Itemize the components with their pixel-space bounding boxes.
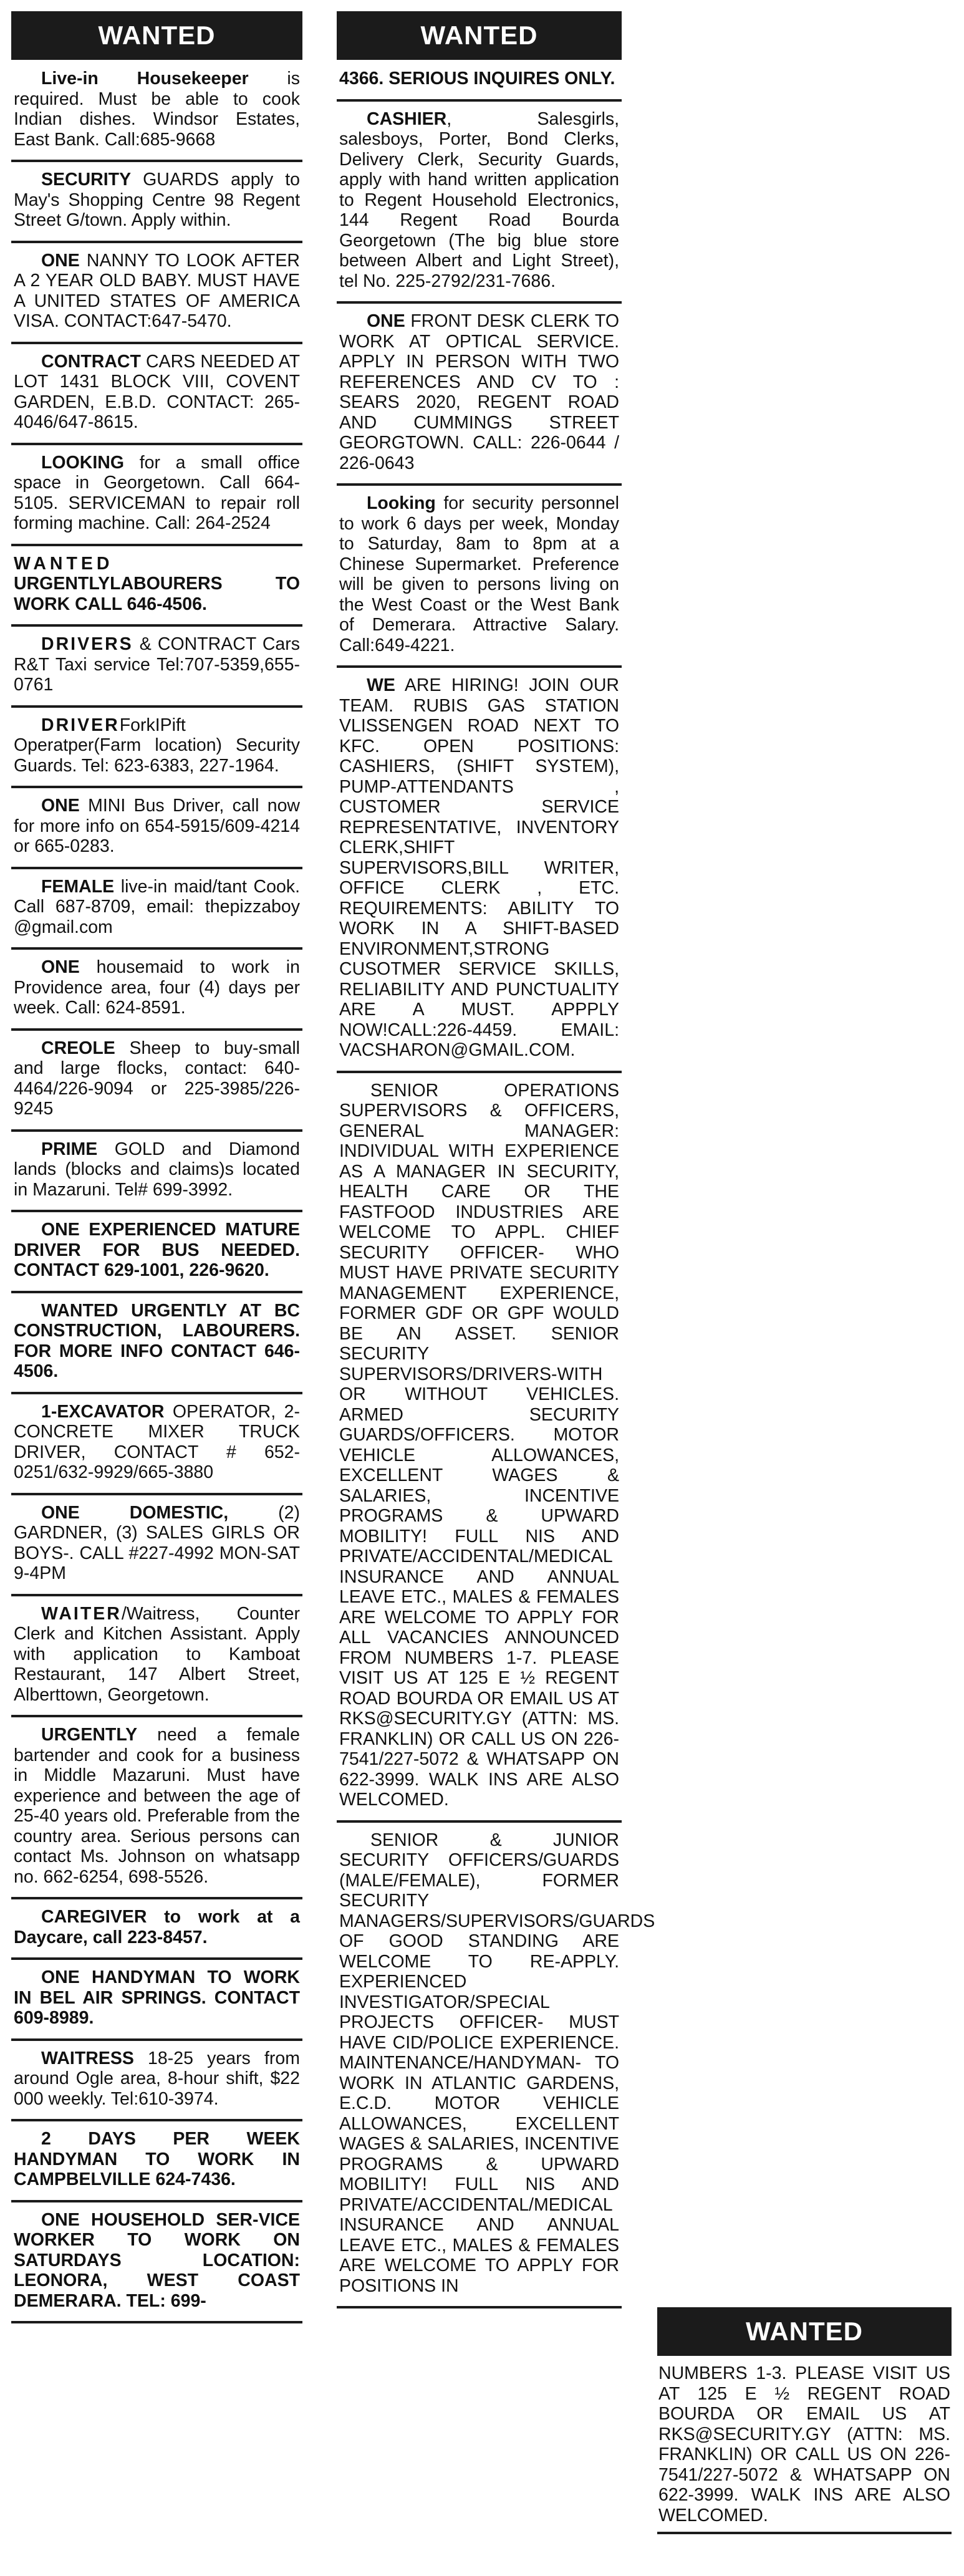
classified-ad: PRIME GOLD and Diamond lands (blocks and claims)s located in Mazaruni. Tel# 699-3992.: [11, 1136, 302, 1213]
classifieds-column-2: [337, 11, 655, 2312]
classified-ad: ONE NANNY TO LOOK AFTER A 2 YEAR OLD BABY. MUST HAVE A UNITED STATES OF AMERICA VISA. CONTACT:647-5470.: [11, 247, 302, 344]
classified-ad: WE ARE HIRING! JOIN OUR TEAM. RUBIS GAS STATION VLISSENGEN ROAD NEXT TO KFC. OPEN POSITIONS: CASHIERS, (SHIFT SYSTEM), PUMP-ATTENDANTS , CUSTOMER SERVICE REPRESENTATIVE, INVENTORY CLERK,SHIFT SUPERVISORS,BILL WRITER, OFFICE CLERK , ETC. REQUIREMENTS: ABILITY TO WORK IN A SHIFT-BASED ENVIRONMENT,STRONG CUSOTMER SERVICE SKILLS, RELIABILITY AND PUNCTUALITY ARE A MUST. APPPLY NOW!CALL:226-4459. EMAIL: VACSHARON@GMAIL.COM.: [337, 672, 622, 1073]
column-header: WANTED: [657, 2307, 952, 2356]
classified-ad: ONE HANDYMAN TO WORK IN BEL AIR SPRINGS. CONTACT 609-8989.: [11, 1964, 302, 2041]
classified-ad: ONE FRONT DESK CLERK TO WORK AT OPTICAL SERVICE. APPLY IN PERSON WITH TWO REFERENCES AND CV TO : SEARS 2020, REGENT ROAD AND CUMMINGS STREET GEORGTOWN. CALL: 226-0644 / 226-0643: [337, 307, 622, 486]
classified-ad: ONE HOUSEHOLD SER-VICE WORKER TO WORK ON SATURDAYS LOCATION: LEONORA, WEST COAST DEMERARA. TEL: 699-: [11, 2206, 302, 2324]
classified-ad: CAREGIVER to work at a Daycare, call 223-8457.: [11, 1903, 302, 1960]
classified-ad: SENIOR OPERATIONS SUPERVISORS & OFFICERS, GENERAL MANAGER: INDIVIDUAL WITH EXPERIENCE AS A MANAGER IN SECURITY, HEALTH CARE OR THE FASTFOOD INDUSTRIES ARE WELCOME TO APPL. CHIEF SECURITY OFFICER- WHO MUST HAVE PRIVATE SECURITY MANAGEMENT EXPERIENCE, FORMER GDF OR GPF WOULD BE AN ASSET. SENIOR SECURITY SUPERVISORS/DRIVERS-WITH OR WITHOUT VEHICLES. ARMED SECURITY GUARDS/OFFICERS. MOTOR VEHICLE ALLOWANCES, EXCELLENT WAGES & SALARIES, INCENTIVE PROGRAMS & UPWARD MOBILITY! FULL NIS AND PRIVATE/ACCIDENTAL/MEDICAL INSURANCE AND ANNUAL LEAVE ETC., MALES & FEMALES ARE WELCOME TO APPLY FOR ALL VACANCIES ANNOUNCED FROM NUMBERS 1-7. PLEASE VISIT US AT 125 E ½ REGENT ROAD BOURDA OR EMAIL US AT RKS@SECURITY.GY (ATTN: MS. FRANKLIN) OR CALL US ON 226-7541/227-5072 & WHATSAPP ON 622-3999. WALK INS ARE ALSO WELCOMED.: [337, 1077, 622, 1823]
classified-ad: 4366. SERIOUS INQUIRES ONLY.: [337, 60, 622, 102]
classified-ad: CONTRACT CARS NEEDED AT LOT 1431 BLOCK VIII, COVENT GARDEN, E.B.D. CONTACT: 265-4046/647-8615.: [11, 348, 302, 445]
classified-ad: Looking for security personnel to work 6 days per week, Monday to Saturday, 8am to 8pm at a Chinese Supermarket. Preference will be given to persons living on the West Coast or the West Bank of Demerara. Attractive Salary. Call:649-4221.: [337, 490, 622, 668]
classified-ad: NUMBERS 1-3. PLEASE VISIT US AT 125 E ½ REGENT ROAD BOURDA OR EMAIL US AT RKS@SECURITY.GY (ATTN: MS. FRANKLIN) OR CALL US ON 226-7541/227-5072 & WHATSAPP ON 622-3999. WALK INS ARE ALSO WELCOMED.: [657, 2356, 952, 2534]
classified-ad: SENIOR & JUNIOR SECURITY OFFICERS/GUARDS (MALE/FEMALE), FORMER SECURITY MANAGERS/SUPERVISORS/GUARDS OF GOOD STANDING ARE WELCOME TO RE-APPLY. EXPERIENCED INVESTIGATOR/SPECIAL PROJECTS OFFICER- MUST HAVE CID/POLICE EXPERIENCE. MAINTENANCE/HANDYMAN- TO WORK IN ATLANTIC GARDENS, E.C.D. MOTOR VEHICLE ALLOWANCES, EXCELLENT WAGES & SALARIES, INCENTIVE PROGRAMS & UPWARD MOBILITY! FULL NIS AND PRIVATE/ACCIDENTAL/MEDICAL INSURANCE AND ANNUAL LEAVE ETC., MALES & FEMALES ARE WELCOME TO APPLY FOR POSITIONS IN: [337, 1826, 622, 2309]
classified-ad: DRIVERForkIPift Operatper(Farm location) Security Guards. Tel: 623-6383, 227-1964.: [11, 712, 302, 789]
classified-ad: WANTED URGENTLYLABOURERS TO WORK CALL 646-4506.: [11, 550, 302, 627]
column-header: WANTED: [11, 11, 302, 60]
classified-ad: CREOLE Sheep to buy-small and large flocks, contact: 640-4464/226-9094 or 225-3985/226-9245: [11, 1035, 302, 1132]
classified-ad: WAITRESS 18-25 years from around Ogle area, 8-hour shift, $22 000 weekly. Tel:610-3974.: [11, 2045, 302, 2122]
classified-ad: ONE EXPERIENCED MATURE DRIVER FOR BUS NEEDED. CONTACT 629-1001, 226-9620.: [11, 1216, 302, 1293]
classified-ad: CASHIER, Salesgirls, salesboys, Porter, Bond Clerks, Delivery Clerk, Security Guards, apply with hand written application to Regent Household Electronics, 144 Regent Road Bourda Georgetown (The big blue store between Albert and Light Street), tel No. 225-2792/231-7686.: [337, 105, 622, 304]
classified-ad: ONE housemaid to work in Providence area, four (4) days per week. Call: 624-8591.: [11, 953, 302, 1031]
classified-ad: WAITER/Waitress, Counter Clerk and Kitchen Assistant. Apply with application to Kamboat Restaurant, 147 Albert Street, Alberttown, Georgetown.: [11, 1600, 302, 1718]
classified-ad: WANTED URGENTLY AT BC CONSTRUCTION, LABOURERS. FOR MORE INFO CONTACT 646-4506.: [11, 1297, 302, 1394]
classified-ad: ONE DOMESTIC, (2) GARDNER, (3) SALES GIRLS OR BOYS-. CALL #227-4992 MON-SAT 9-4PM: [11, 1499, 302, 1596]
classified-ad: FEMALE live-in maid/tant Cook. Call 687-8709, email: thepizzaboy @gmail.com: [11, 873, 302, 950]
classified-ad: 1-EXCAVATOR OPERATOR, 2- CONCRETE MIXER TRUCK DRIVER, CONTACT # 652-0251/632-9929/665-3880: [11, 1398, 302, 1495]
classified-ad: 2 DAYS PER WEEK HANDYMAN TO WORK IN CAMPBELVILLE 624-7436.: [11, 2125, 302, 2202]
classifieds-column-1: [11, 11, 302, 2327]
classified-ad: URGENTLY need a female bartender and cook for a business in Middle Mazaruni. Must have experience and between the age of 25-40 years old. Preferable from the country area. Serious persons can contact Ms. Johnson on whatsapp no. 662-6254, 698-5526.: [11, 1721, 302, 1899]
classified-ad: SECURITY GUARDS apply to May's Shopping Centre 98 Regent Street G/town. Apply within.: [11, 166, 302, 243]
classified-ad: DRIVERS & CONTRACT Cars R&T Taxi service Tel:707-5359,655-0761: [11, 630, 302, 708]
column-header: WANTED: [337, 11, 622, 60]
classified-ad: Live-in Housekeeper is required. Must be able to cook Indian dishes. Windsor Estates, East Bank. Call:685-9668: [11, 60, 302, 162]
classified-ad: LOOKING for a small office space in Georgetown. Call 664-5105. SERVICEMAN to repair roll forming machine. Call: 264-2524: [11, 449, 302, 546]
classified-ad: ONE MINI Bus Driver, call now for more info on 654-5915/609-4214 or 665-0283.: [11, 792, 302, 869]
classifieds-column-3: [657, 2307, 952, 2534]
